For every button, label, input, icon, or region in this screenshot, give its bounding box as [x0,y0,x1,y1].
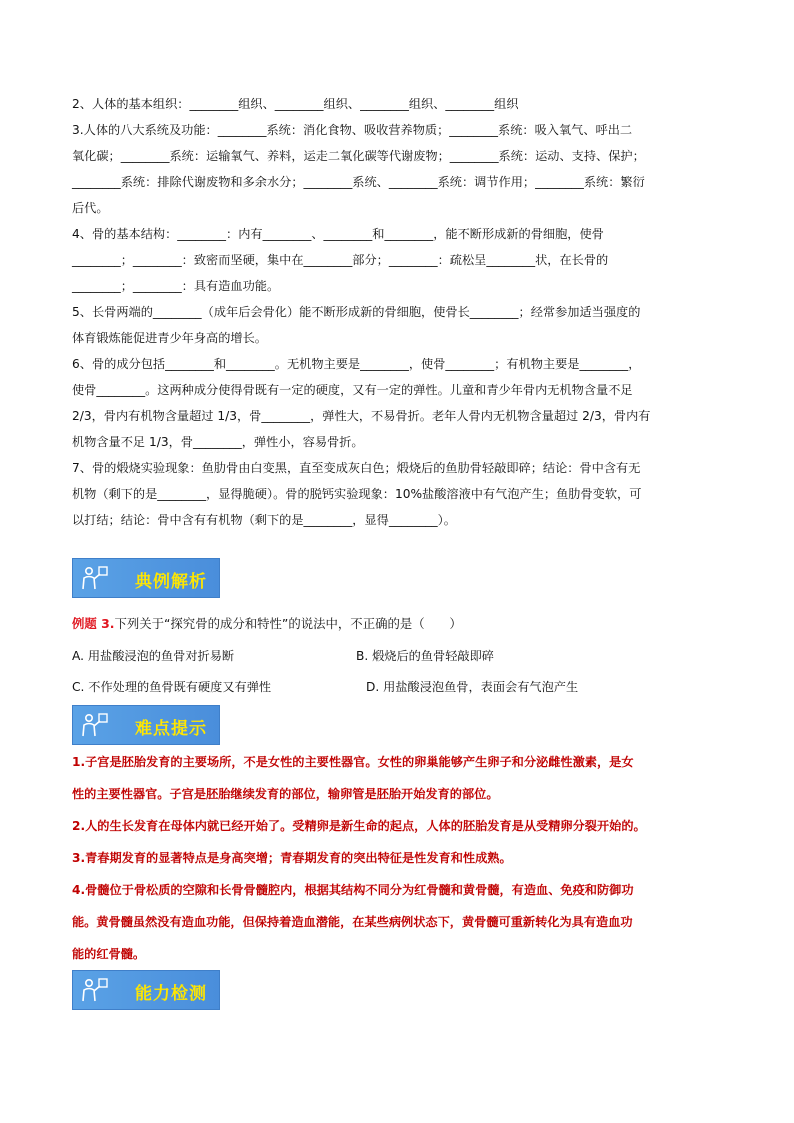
ability-banner [72,970,220,1010]
teacher-icon [79,711,109,739]
item-3-line-2: 氧化碳；________系统：运输氧气、养料，运走二氧化碳等代谢废物；________系统：运动、支持、保护； [72,149,645,163]
example-question [72,613,462,635]
item-6-line-3: 2/3，骨内有机物含量超过 1/3，骨________，弹性大，不易骨折。老年人骨内无机物含量超过 2/3，骨内有 [72,409,651,423]
item-2: 2、人体的基本组织：________组织、________组织、________组织、________组织 [72,97,519,111]
item-6-line-1: 6、骨的成分包括________和________。无机物主要是________，使骨________；有机物主要是________， [72,357,641,371]
hint-4-line-1: 4.骨髓位于骨松质的空隙和长骨骨髓腔内，根据其结构不同分为红骨髓和黄骨髓，有造血、免疫和防御功 [72,883,634,897]
item-3-line-3: ________系统：排除代谢废物和多余水分；________系统、________系统：调节作用；________系统：繁衍 [72,175,645,189]
hint-4-line-3: 能的红骨髓。 [72,947,146,961]
hint-1-line-2: 性的主要性器官。子宫是胚胎继续发育的部位，输卵管是胚胎开始发育的部位。 [72,787,499,801]
item-4-line-1: 4、骨的基本结构：________：内有________、________和________，能不断形成新的骨细胞，使骨 [72,227,604,241]
hint-4-line-2: 能。黄骨髓虽然没有造血功能，但保持着造血潜能，在某些病例状态下，黄骨髓可重新转化为具有造血功 [72,915,633,929]
hint-1-line-1: 1.子宫是胚胎发育的主要场所，不是女性的主要性器官。女性的卵巢能够产生卵子和分泌雌性激素，是女 [72,755,634,769]
item-3-line-1: 3.人体的八大系统及功能：________系统：消化食物、吸收营养物质；________系统：吸入氧气、呼出二 [72,123,633,137]
example-banner-title: 典例解析 [135,572,207,592]
item-4-line-2: ________；________：致密而坚硬，集中在________部分；________：疏松呈________状，在长骨的 [72,253,609,267]
item-7-line-3: 以打结；结论：骨中含有有机物（剩下的是________，显得________）。 [72,513,456,527]
question-label: 例题 3. [72,616,115,631]
option-d: D. 用盐酸浸泡鱼骨，表面会有气泡产生 [366,680,579,694]
item-7-line-1: 7、骨的煅烧实验现象：鱼肋骨由白变黑，直至变成灰白色；煅烧后的鱼肋骨轻敲即碎；结论：骨中含有无 [72,461,641,475]
knowledge-section [72,91,724,533]
hint-2: 2.人的生长发育在母体内就已经开始了。受精卵是新生命的起点，人体的胚胎发育是从受精卵分裂开始的。 [72,819,646,833]
item-6-line-4: 机物含量不足 1/3，骨________，弹性小，容易骨折。 [72,435,364,449]
example-banner [72,558,220,598]
question-text: 下列关于“探究骨的成分和特性”的说法中，不正确的是（ ） [114,616,462,631]
option-b: B. 煅烧后的鱼骨轻敲即碎 [356,649,494,663]
option-a: A. 用盐酸浸泡的鱼骨对折易断 [72,649,235,663]
option-c: C. 不作处理的鱼骨既有硬度又有弹性 [72,680,272,694]
difficulty-banner [72,705,220,745]
difficulty-banner-title: 难点提示 [135,719,207,739]
ability-banner-title: 能力检测 [135,984,207,1004]
teacher-icon [79,976,109,1004]
item-3-line-4: 后代。 [72,201,109,215]
teacher-icon [79,564,109,592]
item-5-line-1: 5、长骨两端的________（成年后会骨化）能不断形成新的骨细胞，使骨长________；经常参加适当强度的 [72,305,641,319]
item-4-line-3: ________；________：具有造血功能。 [72,279,280,293]
item-5-line-2: 体育锻炼能促进青少年身高的增长。 [72,331,267,345]
hint-3: 3.青春期发育的显著特点是身高突增；青春期发育的突出特征是性发育和性成熟。 [72,851,512,865]
difficulty-hints [72,746,724,970]
item-6-line-2: 使骨________。这两种成分使得骨既有一定的硬度，又有一定的弹性。儿童和青少年骨内无机物含量不足 [72,383,633,397]
item-7-line-2: 机物（剩下的是________，显得脆硬）。骨的脱钙实验现象：10%盐酸溶液中有气泡产生；鱼肋骨变软，可 [72,487,642,501]
